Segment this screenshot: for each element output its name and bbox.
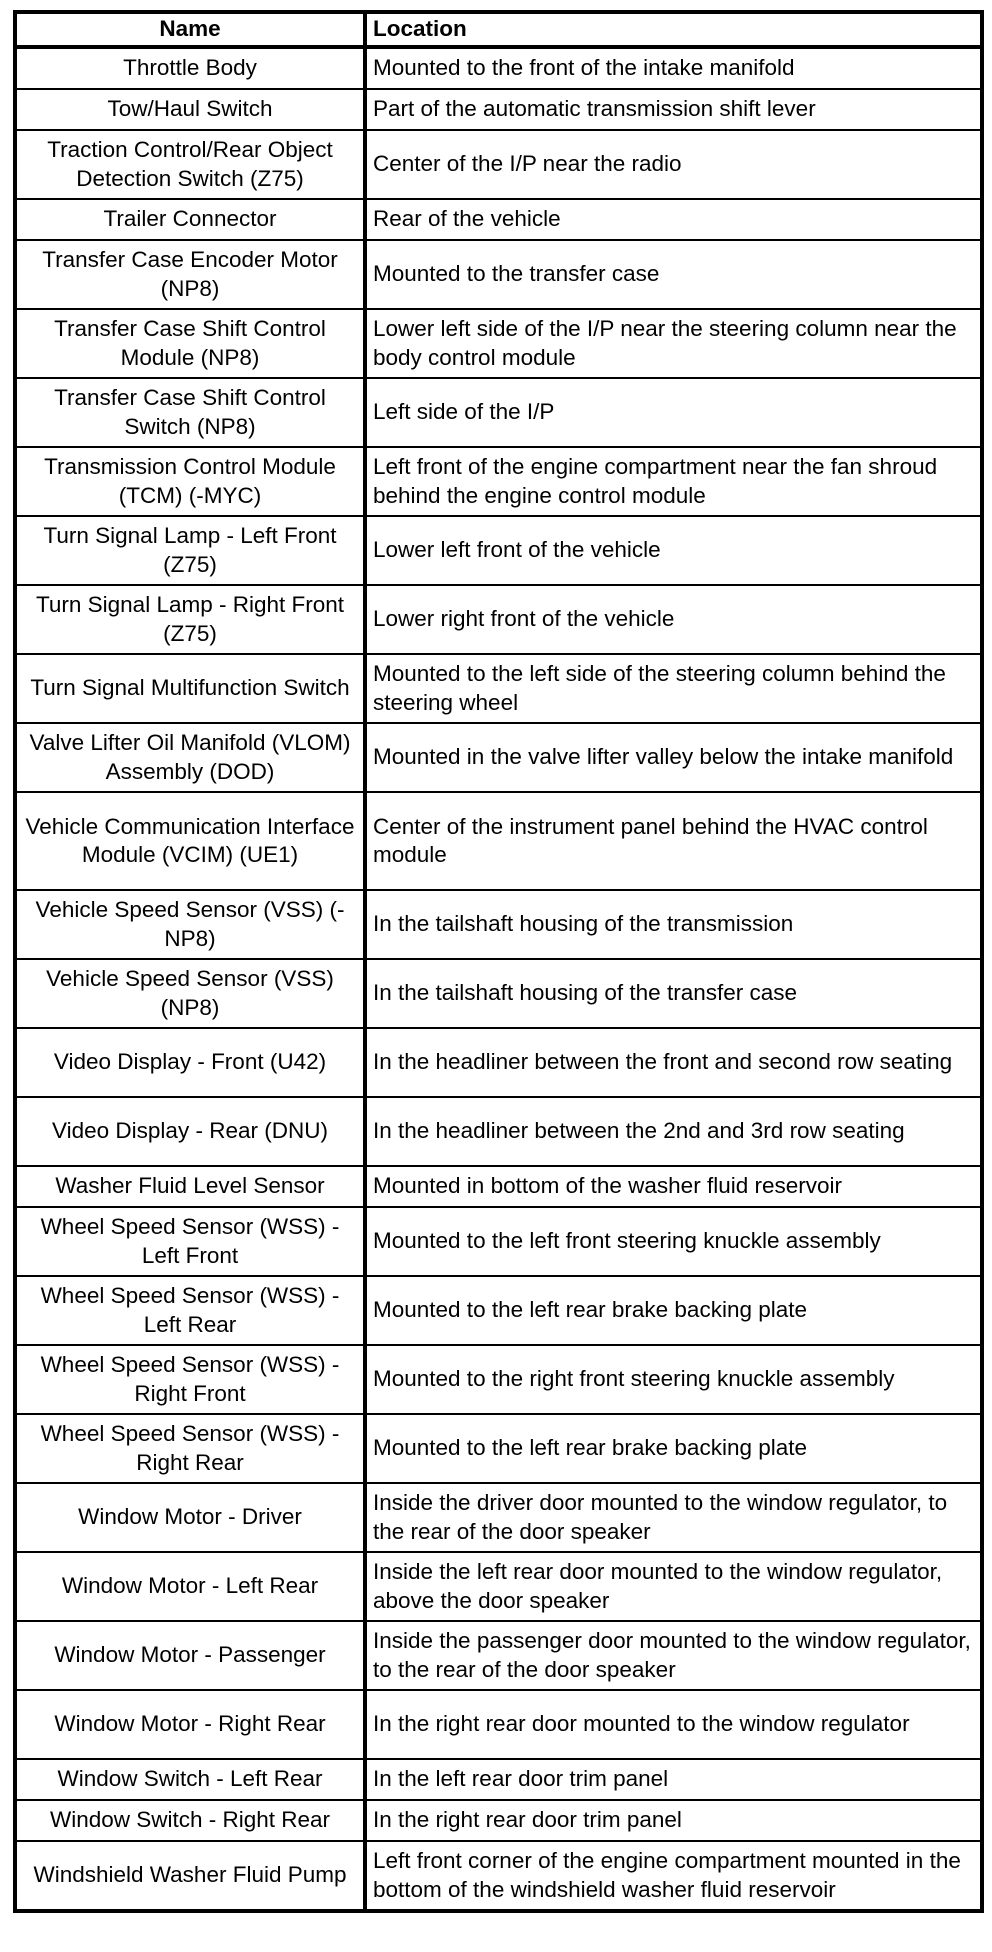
name-cell: Washer Fluid Level Sensor xyxy=(15,1166,365,1207)
location-cell: Part of the automatic transmission shift lever xyxy=(365,89,982,130)
name-cell: Transfer Case Shift Control Switch (NP8) xyxy=(15,378,365,447)
table-row xyxy=(15,654,982,723)
name-cell: Wheel Speed Sensor (WSS) - Right Front xyxy=(15,1345,365,1414)
name-cell: Transfer Case Shift Control Module (NP8) xyxy=(15,309,365,378)
location-cell: Inside the driver door mounted to the window regulator, to the rear of the door speaker xyxy=(365,1483,982,1552)
location-cell: In the tailshaft housing of the transmission xyxy=(365,890,982,959)
location-cell: In the left rear door trim panel xyxy=(365,1759,982,1800)
table-row xyxy=(15,447,982,516)
location-cell: Mounted to the right front steering knuckle assembly xyxy=(365,1345,982,1414)
name-cell: Window Switch - Left Rear xyxy=(15,1759,365,1800)
table-row xyxy=(15,723,982,792)
table-row xyxy=(15,959,982,1028)
location-cell: Mounted to the transfer case xyxy=(365,240,982,309)
name-cell: Tow/Haul Switch xyxy=(15,89,365,130)
table-row xyxy=(15,240,982,309)
location-cell: Mounted to the left rear brake backing plate xyxy=(365,1414,982,1483)
table-row xyxy=(15,1483,982,1552)
name-cell: Video Display - Front (U42) xyxy=(15,1028,365,1097)
location-cell: Rear of the vehicle xyxy=(365,199,982,240)
name-cell: Transfer Case Encoder Motor (NP8) xyxy=(15,240,365,309)
table-row xyxy=(15,585,982,654)
table-row xyxy=(15,199,982,240)
table-row xyxy=(15,1207,982,1276)
location-cell: Center of the I/P near the radio xyxy=(365,130,982,199)
name-cell: Window Motor - Left Rear xyxy=(15,1552,365,1621)
name-cell: Vehicle Speed Sensor (VSS) (NP8) xyxy=(15,959,365,1028)
table-row xyxy=(15,1800,982,1841)
location-cell: Inside the passenger door mounted to the window regulator, to the rear of the door speaker xyxy=(365,1621,982,1690)
column-header-location: Location xyxy=(365,12,982,47)
table-row xyxy=(15,1097,982,1166)
name-cell: Turn Signal Lamp - Right Front (Z75) xyxy=(15,585,365,654)
name-cell: Window Switch - Right Rear xyxy=(15,1800,365,1841)
table-row xyxy=(15,130,982,199)
location-cell: Mounted in the valve lifter valley below the intake manifold xyxy=(365,723,982,792)
table-row xyxy=(15,1552,982,1621)
location-cell: Inside the left rear door mounted to the window regulator, above the door speaker xyxy=(365,1552,982,1621)
table-row xyxy=(15,378,982,447)
name-cell: Windshield Washer Fluid Pump xyxy=(15,1841,365,1911)
name-cell: Turn Signal Multifunction Switch xyxy=(15,654,365,723)
location-cell: Left side of the I/P xyxy=(365,378,982,447)
location-cell: In the right rear door mounted to the window regulator xyxy=(365,1690,982,1759)
table-row xyxy=(15,1345,982,1414)
name-cell: Wheel Speed Sensor (WSS) - Right Rear xyxy=(15,1414,365,1483)
name-cell: Traction Control/Rear Object Detection Switch (Z75) xyxy=(15,130,365,199)
table-row xyxy=(15,1276,982,1345)
table-row xyxy=(15,1841,982,1911)
location-cell: Mounted to the left front steering knuckle assembly xyxy=(365,1207,982,1276)
name-cell: Throttle Body xyxy=(15,47,365,89)
location-cell: Center of the instrument panel behind the HVAC control module xyxy=(365,792,982,890)
table-row xyxy=(15,516,982,585)
location-cell: In the headliner between the 2nd and 3rd row seating xyxy=(365,1097,982,1166)
table-row xyxy=(15,1759,982,1800)
name-cell: Wheel Speed Sensor (WSS) - Left Rear xyxy=(15,1276,365,1345)
table-row xyxy=(15,47,982,89)
name-cell: Transmission Control Module (TCM) (-MYC) xyxy=(15,447,365,516)
location-cell: Lower left front of the vehicle xyxy=(365,516,982,585)
table-row xyxy=(15,1690,982,1759)
table-row xyxy=(15,1414,982,1483)
location-cell: Mounted to the front of the intake manifold xyxy=(365,47,982,89)
location-cell: In the tailshaft housing of the transfer case xyxy=(365,959,982,1028)
name-cell: Vehicle Speed Sensor (VSS) (-NP8) xyxy=(15,890,365,959)
table-row xyxy=(15,89,982,130)
component-locator-table xyxy=(13,10,984,1913)
table-row xyxy=(15,1621,982,1690)
location-cell: Mounted to the left rear brake backing plate xyxy=(365,1276,982,1345)
column-header-name: Name xyxy=(15,12,365,47)
location-cell: Left front corner of the engine compartment mounted in the bottom of the windshield washer fluid reservoir xyxy=(365,1841,982,1911)
location-cell: In the headliner between the front and second row seating xyxy=(365,1028,982,1097)
name-cell: Vehicle Communication Interface Module (VCIM) (UE1) xyxy=(15,792,365,890)
name-cell: Valve Lifter Oil Manifold (VLOM) Assembly (DOD) xyxy=(15,723,365,792)
table-row xyxy=(15,890,982,959)
location-cell: Left front of the engine compartment near the fan shroud behind the engine control module xyxy=(365,447,982,516)
name-cell: Window Motor - Driver xyxy=(15,1483,365,1552)
name-cell: Video Display - Rear (DNU) xyxy=(15,1097,365,1166)
location-cell: Lower right front of the vehicle xyxy=(365,585,982,654)
name-cell: Window Motor - Passenger xyxy=(15,1621,365,1690)
table-header-row xyxy=(15,12,982,47)
table-row xyxy=(15,1028,982,1097)
location-cell: Lower left side of the I/P near the steering column near the body control module xyxy=(365,309,982,378)
name-cell: Trailer Connector xyxy=(15,199,365,240)
table-row xyxy=(15,1166,982,1207)
name-cell: Wheel Speed Sensor (WSS) - Left Front xyxy=(15,1207,365,1276)
table-row xyxy=(15,792,982,890)
location-cell: In the right rear door trim panel xyxy=(365,1800,982,1841)
location-cell: Mounted to the left side of the steering column behind the steering wheel xyxy=(365,654,982,723)
name-cell: Turn Signal Lamp - Left Front (Z75) xyxy=(15,516,365,585)
table-row xyxy=(15,309,982,378)
location-cell: Mounted in bottom of the washer fluid reservoir xyxy=(365,1166,982,1207)
name-cell: Window Motor - Right Rear xyxy=(15,1690,365,1759)
